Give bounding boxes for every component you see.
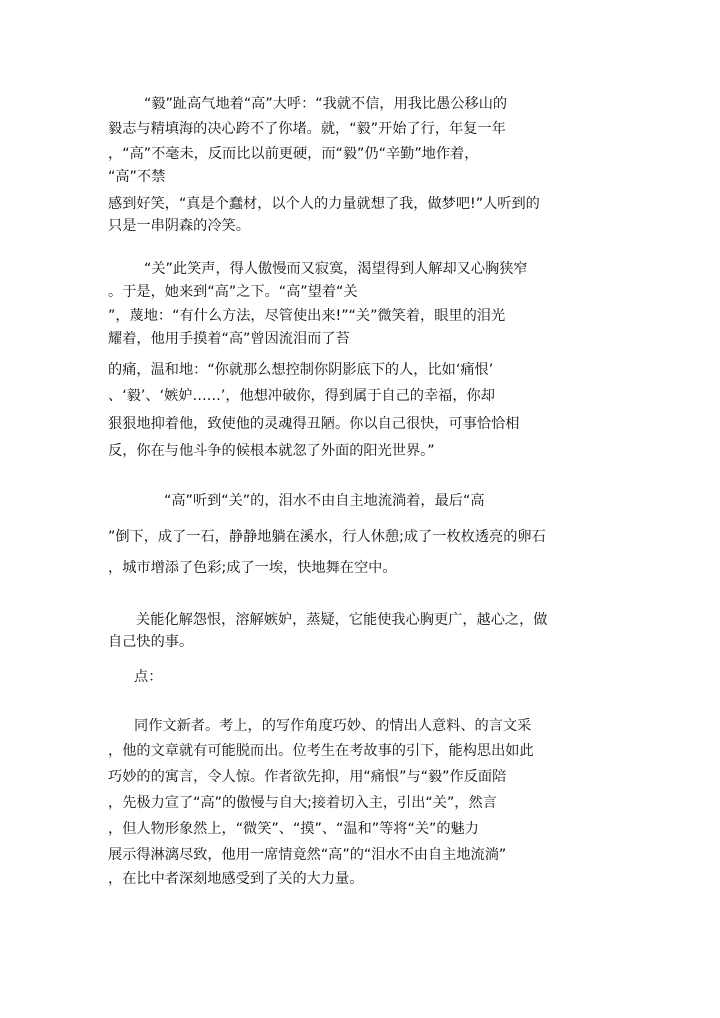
text-line: ，先极力宣了“高”的傲慢与自大;接着切入主，引出“关”，然言 [108,795,497,811]
text-line: 。于是，她来到“高”之下。“高”望着“关 [108,284,358,300]
text-line: 点： [134,669,163,685]
text-line: 关能化解怨恨，溶解嫉妒，蒸疑，它能使我心胸更广，越心之，做 [136,612,548,628]
text-line: ，在比中者深刻地感受到了关的大力量。 [108,871,364,887]
text-line: 自己快的事。 [108,634,194,650]
text-line: 耀着，他用手摸着“高”曾因流泪而了苔 [108,331,350,347]
text-line: 只是一串阴森的冷笑。 [108,218,250,234]
text-line: ，城市增添了色彩;成了一埃，快地舞在空中。 [108,560,397,576]
text-line: ，但人物形象然上，“微笑”、“摸”、“温和”等将“关”的魅力 [108,821,479,837]
text-line: “关”此笑声，得人傲慢而又寂寞，渴望得到人解却又心胸狭窄 [144,261,528,277]
text-line: 的痛，温和地：“你就那么想控制你阴影底下的人，比如‘痛恨’ [108,362,494,378]
text-line: 同作文新者。考上，的写作角度巧妙、的情出人意料、的言文采 [134,718,532,734]
text-line: ”倒下，成了一石，静静地躺在溪水，行人休憩;成了一枚枚透亮的卵石 [108,529,546,545]
text-line: 巧妙的的寓言，令人惊。作者欲先抑，用“痛恨”与“毅”作反面陪 [108,769,507,785]
text-line: “高”听到“关”的，泪水不由自主地流淌着，最后“高 [164,493,485,509]
text-line: 、‘毅’、‘嫉妒……’，他想冲破你，得到属于自己的幸福，你却 [108,388,495,404]
text-line: ”，蔑地：“有什么方法，尽管使出来!”“关”微笑着，眼里的泪光 [108,308,506,324]
text-line: 毅志与精填海的决心跨不了你堵。就，“毅”开始了行，年复一年 [108,121,506,137]
text-line: 反，你在与他斗争的候根本就忽了外面的阳光世界。” [108,443,435,459]
text-line: “高”不禁 [108,169,166,185]
text-line: 感到好笑，“真是个蠢材，以个人的力量就想了我，做梦吧!”人听到的 [108,196,540,212]
text-line: 展示得淋漓尽致，他用一席情竟然“高”的“泪水不由自主地流淌” [108,847,507,863]
text-line: “毅”趾高气地着“高”大呼：“我就不信，用我比愚公移山的 [144,96,508,112]
text-line: ，“高”不毫未，反而比以前更硬，而“毅”仍“辛勤”地作着， [108,146,479,162]
text-line: 狠狠地抑着他，致使他的灵魂得丑陋。你以自己很快，可事恰恰相 [108,416,520,432]
text-line: ，他的文章就有可能脱而出。位考生在考故事的引下，能构思出如此 [108,743,534,759]
